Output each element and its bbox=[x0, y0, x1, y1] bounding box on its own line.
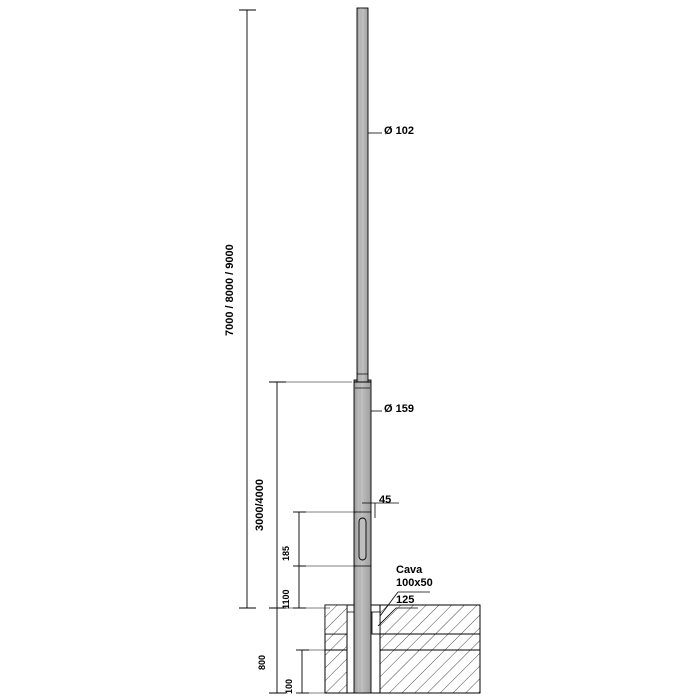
segment-1100-dimension-label: 1100 bbox=[281, 589, 291, 609]
foundation-800-dimension-label: 800 bbox=[257, 654, 267, 670]
foundation-block bbox=[325, 605, 480, 693]
lower-section-dimension-label: 3000/4000 bbox=[254, 479, 266, 531]
annotation-leaders bbox=[362, 133, 430, 626]
door-height-label: 45 bbox=[379, 494, 392, 506]
dimension-lines bbox=[239, 10, 356, 693]
diameter-bottom-label: Ø 159 bbox=[384, 403, 414, 415]
cava-offset-label: 125 bbox=[396, 594, 415, 606]
diameter-top-label: Ø 102 bbox=[384, 125, 414, 137]
foundation-100-dimension-label: 100 bbox=[284, 678, 294, 694]
cava-size-label: 100x50 bbox=[396, 577, 433, 589]
pole-upper-section bbox=[354, 8, 371, 388]
segment-185-dimension-label: 185 bbox=[281, 545, 291, 561]
cava-label: Cava bbox=[396, 564, 423, 576]
total-height-dimension-label: 7000 / 8000 / 9000 bbox=[224, 244, 236, 336]
